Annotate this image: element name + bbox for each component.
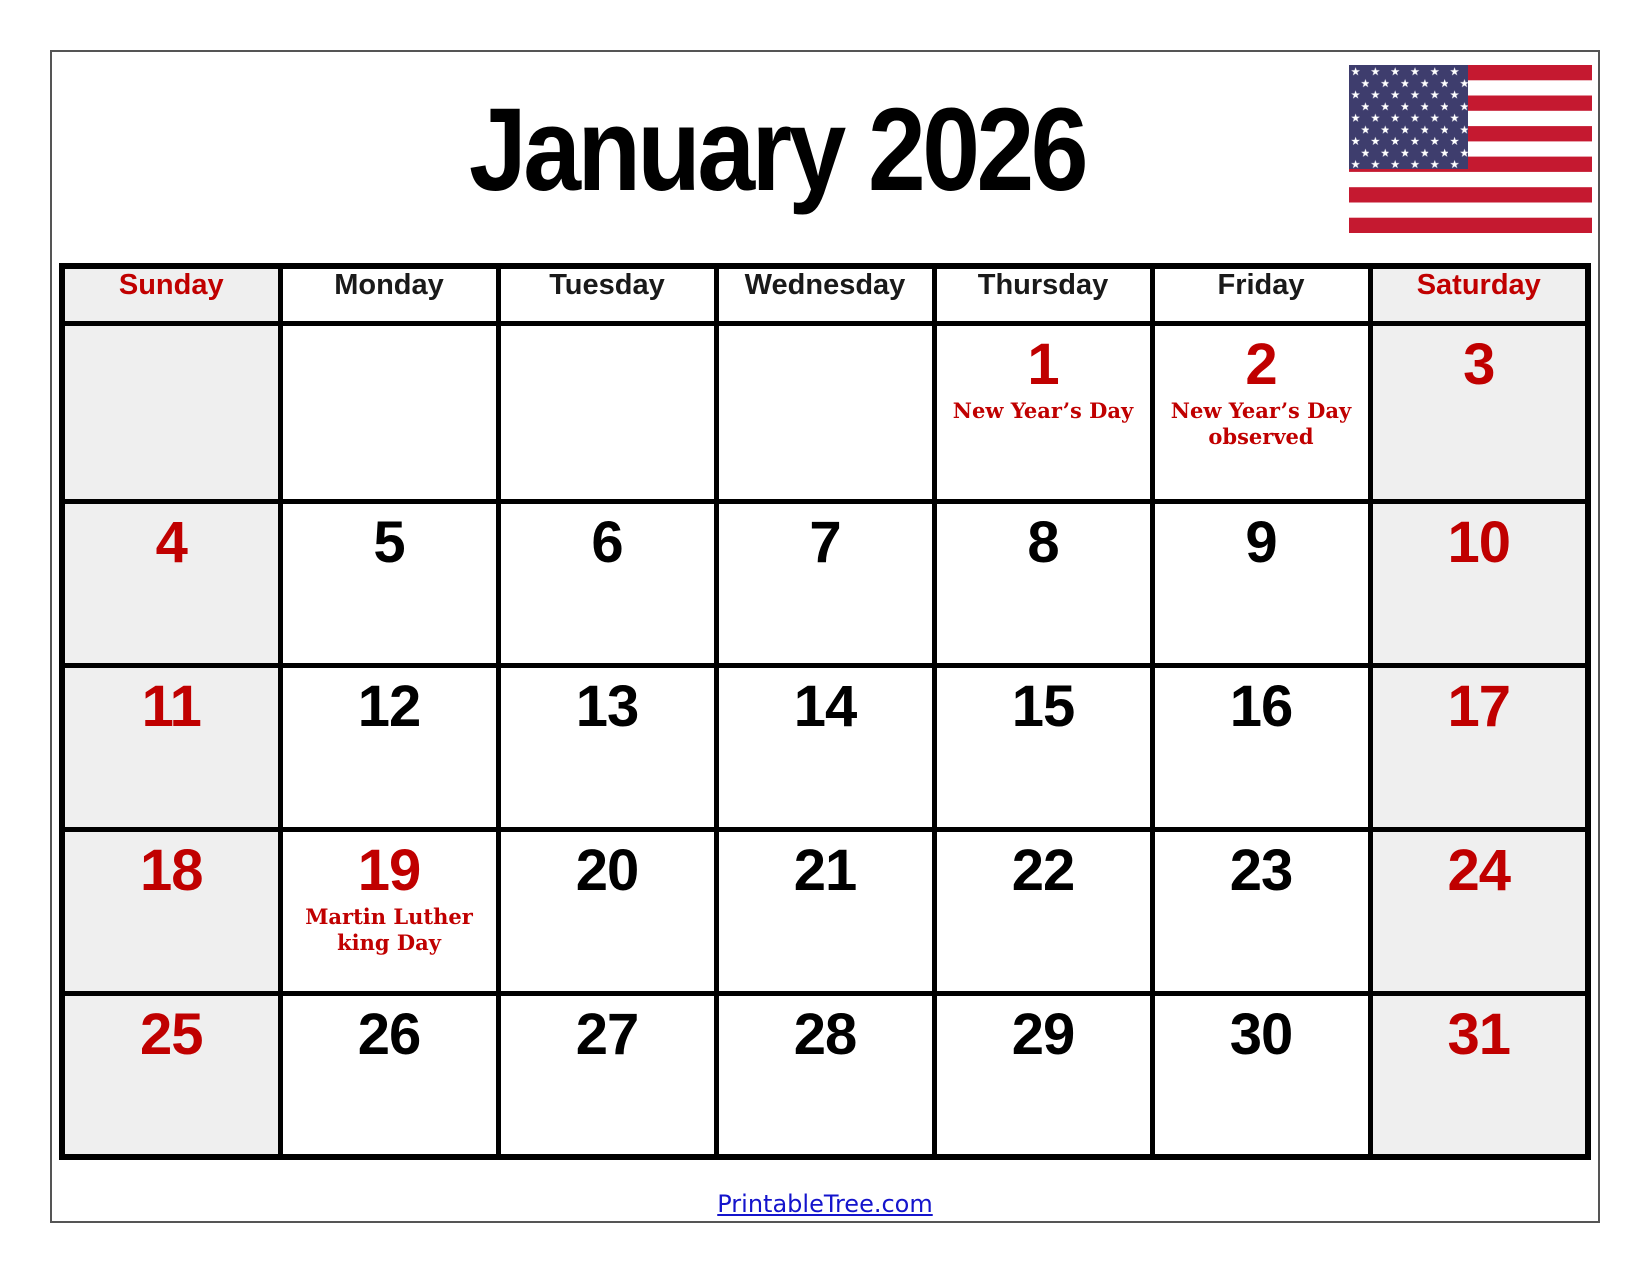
printabletree-link[interactable]: PrintableTree.com	[717, 1190, 933, 1218]
day-number: 4	[155, 509, 187, 575]
day-number: 26	[357, 1001, 421, 1067]
calendar-week-row	[62, 323, 1588, 501]
day-number: 23	[1229, 837, 1293, 903]
calendar-week-row	[62, 501, 1588, 665]
us-flag-image	[1349, 65, 1592, 233]
day-cell-12	[280, 665, 498, 829]
day-cell-22	[934, 829, 1152, 993]
footer	[52, 1190, 1598, 1218]
day-cell-2	[1152, 323, 1370, 501]
day-cell-11	[62, 665, 280, 829]
day-number: 8	[1027, 509, 1059, 575]
day-number: 12	[357, 673, 421, 739]
holiday-label: New Year’s Day	[952, 397, 1134, 423]
holiday-label: Martin Luther king Day	[305, 903, 473, 955]
day-number: 30	[1229, 1001, 1293, 1067]
day-number: 3	[1463, 331, 1495, 397]
calendar-week-row	[62, 665, 1588, 829]
empty-day-cell	[62, 323, 280, 501]
day-number: 17	[1447, 673, 1510, 739]
day-number: 5	[373, 509, 405, 575]
day-number: 24	[1447, 837, 1510, 903]
day-number: 16	[1229, 673, 1293, 739]
day-number: 22	[1011, 837, 1075, 903]
day-number: 2	[1245, 331, 1277, 397]
holiday-label: New Year’s Day observed	[1170, 397, 1352, 449]
day-number: 20	[575, 837, 639, 903]
weekday-header-monday: Monday	[280, 266, 498, 323]
day-cell-16	[1152, 665, 1370, 829]
day-number: 7	[809, 509, 841, 575]
day-number: 9	[1245, 509, 1277, 575]
empty-day-cell	[280, 323, 498, 501]
us-flag-icon	[1349, 65, 1592, 233]
day-number: 15	[1011, 673, 1075, 739]
day-number: 14	[793, 673, 857, 739]
day-cell-23	[1152, 829, 1370, 993]
calendar-week-row	[62, 993, 1588, 1157]
day-number: 18	[139, 837, 203, 903]
day-cell-10	[1370, 501, 1588, 665]
day-number	[501, 326, 714, 336]
day-number: 19	[357, 837, 421, 903]
day-number	[65, 326, 278, 336]
day-number	[719, 326, 932, 336]
day-cell-27	[498, 993, 716, 1157]
calendar-table	[59, 263, 1591, 1160]
day-cell-24	[1370, 829, 1588, 993]
empty-day-cell	[498, 323, 716, 501]
day-cell-28	[716, 993, 934, 1157]
page-title: January 2026	[469, 84, 1085, 216]
day-cell-31	[1370, 993, 1588, 1157]
calendar-week-row	[62, 829, 1588, 993]
day-number: 6	[591, 509, 623, 575]
day-number: 29	[1011, 1001, 1075, 1067]
day-cell-29	[934, 993, 1152, 1157]
weekday-header-friday: Friday	[1152, 266, 1370, 323]
weekday-header-row	[62, 266, 1588, 323]
day-cell-21	[716, 829, 934, 993]
weekday-header-wednesday: Wednesday	[716, 266, 934, 323]
day-number: 28	[793, 1001, 857, 1067]
day-cell-3	[1370, 323, 1588, 501]
day-number: 1	[1027, 331, 1059, 397]
weekday-header-thursday: Thursday	[934, 266, 1152, 323]
day-cell-26	[280, 993, 498, 1157]
day-cell-1	[934, 323, 1152, 501]
day-number: 31	[1447, 1001, 1510, 1067]
calendar-page	[50, 50, 1600, 1223]
day-cell-19	[280, 829, 498, 993]
day-cell-18	[62, 829, 280, 993]
day-cell-20	[498, 829, 716, 993]
empty-day-cell	[716, 323, 934, 501]
day-cell-5	[280, 501, 498, 665]
day-number: 11	[141, 673, 201, 739]
day-number: 25	[139, 1001, 203, 1067]
day-number: 13	[575, 673, 639, 739]
day-cell-17	[1370, 665, 1588, 829]
day-cell-9	[1152, 501, 1370, 665]
weekday-header-tuesday: Tuesday	[498, 266, 716, 323]
day-cell-13	[498, 665, 716, 829]
day-cell-15	[934, 665, 1152, 829]
day-cell-14	[716, 665, 934, 829]
day-cell-7	[716, 501, 934, 665]
day-cell-8	[934, 501, 1152, 665]
day-number: 10	[1447, 509, 1510, 575]
weekday-header-saturday: Saturday	[1370, 266, 1588, 323]
day-cell-25	[62, 993, 280, 1157]
day-cell-6	[498, 501, 716, 665]
weekday-header-sunday: Sunday	[62, 266, 280, 323]
day-number	[283, 326, 496, 336]
day-cell-30	[1152, 993, 1370, 1157]
day-number: 27	[575, 1001, 639, 1067]
day-number: 21	[793, 837, 857, 903]
day-cell-4	[62, 501, 280, 665]
